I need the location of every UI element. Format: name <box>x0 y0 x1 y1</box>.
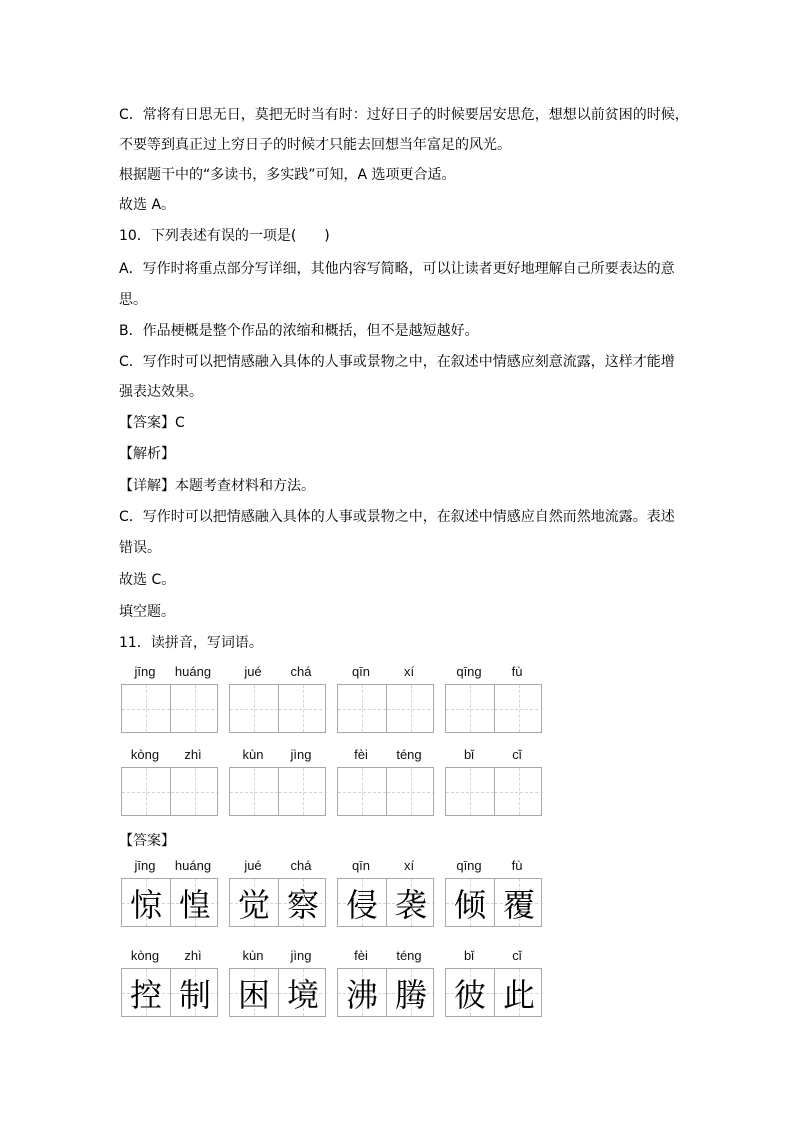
answer-character: 惊 <box>129 885 162 924</box>
text-line: 填空题。 <box>119 604 175 620</box>
pinyin-label: chá <box>290 664 312 679</box>
character-cell <box>446 969 494 1016</box>
pinyin-label: jìng <box>290 948 312 963</box>
pinyin-label: xí <box>403 664 415 679</box>
tianzige-box <box>121 878 218 927</box>
character-cell[interactable] <box>122 768 170 815</box>
tianzige-box <box>121 968 218 1017</box>
pinyin-label: bǐ <box>463 747 475 762</box>
tianzige-box <box>337 878 434 927</box>
character-cell[interactable] <box>230 685 278 732</box>
tianzige-box <box>445 968 542 1017</box>
text-line: C．写作时可以把情感融入具体的人事或景物之中，在叙述中情感应自然而然地流露。表述 <box>119 509 675 525</box>
character-cell <box>170 969 219 1016</box>
tianzige-box[interactable] <box>445 684 542 733</box>
tianzige-box[interactable] <box>121 767 218 816</box>
tianzige-box[interactable] <box>229 767 326 816</box>
pinyin-label: kùn <box>242 948 264 963</box>
pinyin-label: cǐ <box>512 747 522 762</box>
character-cell <box>122 879 170 926</box>
character-cell[interactable] <box>386 685 435 732</box>
pinyin-label: qīng <box>456 858 482 873</box>
answer-character: 倾 <box>453 885 486 924</box>
character-cell[interactable] <box>446 685 494 732</box>
pinyin-label: kùn <box>242 747 264 762</box>
character-cell <box>494 969 543 1016</box>
text-line: 不要等到真正过上穷日子的时候才只能去回想当年富足的风光。 <box>119 137 511 153</box>
character-cell <box>386 879 435 926</box>
answer-character: 腾 <box>394 975 427 1014</box>
character-cell[interactable] <box>278 768 327 815</box>
character-cell <box>386 969 435 1016</box>
text-line: C．常将有日思无日，莫把无时当有时：过好日子的时候要居安思危，想想以前贫困的时候， <box>119 107 689 123</box>
text-line: 故选 C。 <box>119 572 176 588</box>
text-line: 【详解】本题考查材料和方法。 <box>119 478 315 494</box>
pinyin-label: bǐ <box>463 948 475 963</box>
text-line: 强表达效果。 <box>119 384 203 400</box>
character-cell <box>338 879 386 926</box>
text-line: 故选 A。 <box>119 197 176 213</box>
pinyin-label: kòng <box>130 948 160 963</box>
answer-character: 觉 <box>237 885 270 924</box>
answer-character: 困 <box>237 975 270 1014</box>
character-cell[interactable] <box>170 768 219 815</box>
character-cell[interactable] <box>338 768 386 815</box>
character-cell <box>446 879 494 926</box>
answer-character: 袭 <box>394 885 427 924</box>
tianzige-box[interactable] <box>445 767 542 816</box>
pinyin-label: jīng <box>134 858 156 873</box>
character-cell <box>230 879 278 926</box>
pinyin-label: cǐ <box>512 948 522 963</box>
pinyin-label: jīng <box>134 664 156 679</box>
text-line: C．写作时可以把情感融入具体的人事或景物之中，在叙述中情感应刻意流露，这样才能增 <box>119 354 675 370</box>
character-cell[interactable] <box>338 685 386 732</box>
answer-character: 制 <box>178 975 211 1014</box>
character-cell <box>278 969 327 1016</box>
character-cell <box>494 879 543 926</box>
pinyin-label: fù <box>511 858 523 873</box>
pinyin-label: fèi <box>354 747 368 762</box>
pinyin-label: téng <box>396 747 422 762</box>
character-cell <box>338 969 386 1016</box>
pinyin-label: zhì <box>184 948 202 963</box>
pinyin-label: kòng <box>130 747 160 762</box>
character-cell <box>170 879 219 926</box>
character-cell[interactable] <box>230 768 278 815</box>
character-cell <box>122 969 170 1016</box>
pinyin-label: fèi <box>354 948 368 963</box>
pinyin-label: huáng <box>174 664 212 679</box>
character-cell[interactable] <box>122 685 170 732</box>
text-line: 【答案】C <box>119 415 185 431</box>
answer-character: 此 <box>502 975 535 1014</box>
answer-character: 察 <box>286 885 319 924</box>
character-cell[interactable] <box>494 768 543 815</box>
question-grid-row <box>121 664 551 736</box>
pinyin-label: fù <box>511 664 523 679</box>
pinyin-label: qīn <box>351 858 371 873</box>
pinyin-label: jué <box>244 664 262 679</box>
text-line: A．写作时将重点部分写详细，其他内容写简略，可以让读者更好地理解自己所要表达的意 <box>119 261 675 277</box>
answer-label: 【答案】 <box>119 833 175 849</box>
character-cell <box>230 969 278 1016</box>
tianzige-box <box>337 968 434 1017</box>
pinyin-label: qīn <box>351 664 371 679</box>
text-line: 思。 <box>119 292 147 308</box>
text-line: B．作品梗概是整个作品的浓缩和概括，但不是越短越好。 <box>119 323 479 339</box>
answer-character: 覆 <box>502 885 535 924</box>
character-cell[interactable] <box>446 768 494 815</box>
answer-grid-row <box>121 858 551 930</box>
character-cell[interactable] <box>386 768 435 815</box>
character-cell[interactable] <box>278 685 327 732</box>
tianzige-box[interactable] <box>229 684 326 733</box>
tianzige-box[interactable] <box>337 684 434 733</box>
answer-character: 境 <box>286 975 319 1014</box>
character-cell <box>278 879 327 926</box>
pinyin-label: jué <box>244 858 262 873</box>
tianzige-box <box>229 878 326 927</box>
pinyin-label: qīng <box>456 664 482 679</box>
pinyin-label: chá <box>290 858 312 873</box>
answer-grid-row <box>121 948 551 1020</box>
pinyin-label: jìng <box>290 747 312 762</box>
answer-character: 惶 <box>178 885 211 924</box>
pinyin-label: zhì <box>184 747 202 762</box>
answer-character: 控 <box>129 975 162 1014</box>
tianzige-box <box>445 878 542 927</box>
tianzige-box[interactable] <box>337 767 434 816</box>
text-line: 根据题干中的“多读书，多实践”可知，A 选项更合适。 <box>119 167 456 183</box>
question-grid-row <box>121 747 551 819</box>
character-cell[interactable] <box>170 685 219 732</box>
character-cell[interactable] <box>494 685 543 732</box>
pinyin-label: xí <box>403 858 415 873</box>
answer-character: 彼 <box>453 975 486 1014</box>
pinyin-label: téng <box>396 948 422 963</box>
answer-character: 侵 <box>345 885 378 924</box>
text-line: 错误。 <box>119 540 161 556</box>
tianzige-box <box>229 968 326 1017</box>
answer-character: 沸 <box>345 975 378 1014</box>
tianzige-box[interactable] <box>121 684 218 733</box>
text-line: 【解析】 <box>119 446 175 462</box>
pinyin-label: huáng <box>174 858 212 873</box>
text-line: 10．下列表述有误的一项是( ) <box>119 228 330 244</box>
text-line: 11．读拼音，写词语。 <box>119 635 263 651</box>
